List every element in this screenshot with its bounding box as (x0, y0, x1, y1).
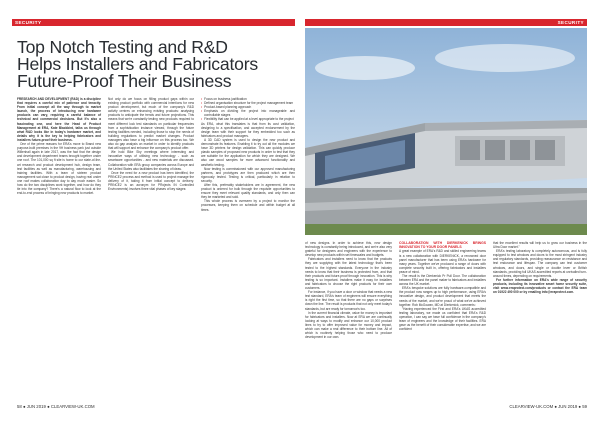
body-paragraph: ERA's testing laboratory is completely autonomous, and is fully equipped to test windows and doors to the most stringent industry and regulatory standards, providing reassurance on resistance and test endurance and lifespan. The company can test customer windows, and doors, and single or double lever or British standards, providing full UKAS accredited reports at unrivalled turn-around times, depending on requirements. (493, 249, 587, 278)
body-paragraph: Now testing is commissioned with our approved manufacturing partners, and prototypes are then produced which are then rigorously tested. Testing is critical, particularly in relation to security. (201, 166, 295, 183)
title-line: Top Notch Testing and R&D (17, 37, 228, 57)
bullet-item: • Emphasis on dividing the project into manageable and controllable stages (201, 109, 295, 118)
warehouse-photo (305, 28, 587, 235)
column-3 (201, 97, 295, 212)
title-line: Future-Proof Their Business (17, 71, 232, 91)
body-paragraph: "Having experienced the First and ERA's UKAS accredited testing laboratory, we made us confident that ERA's R&D operation, I can say we have full confidence in the company's team of engineers and the knowledge of their facilities. ERA gave us the benefit of their considerable expertise, and we are confident (399, 306, 486, 332)
body-paragraph: Not only do we focus on filling product gaps within our existing product portfolio with commercial intentions for new product development, but much of the company's R&D activity centres on enhancing existing products: analysing products to anticipate the trends and future projections. This means that we're constantly testing new products required to meet different lock test standards on particular frequencies from a sophistication instance viewed, through the future testing facilities needed, including those to stop the needs of building regulations to predict market changes. Product managers also have a big influence on this process too. We also do gap analysis on market in order to identify products that will support and enhance the company's product offer. (108, 97, 194, 151)
body-paragraph: ERA's bespoke solutions are fully hardware-compatible and the product now ranges up to high performance, using ERA's innovative design, and product development that meets the needs of the market, and we're proud of what we've achieved together. Rob McGowan, MD at Dierkenick, comments: (399, 286, 486, 307)
footer-right: CLEARVIEW-UK.COM ● JUN 2019 ● 59 (509, 404, 587, 409)
section-band-right (305, 19, 587, 26)
article-title (17, 39, 297, 90)
body-paragraph: We hold Bike Shy meetings where interesting and innovative ways of utilising new technology - such as smartware opportunities - and new materials are discussed. Collaboration with ERA group companies across Europe and the United States also facilitates the sharing of ideas. (108, 150, 194, 171)
body-paragraph: The result is the Dierkenick Pr Pull Door. The collaboration between ERA and the panel maker to fabricators and installers across the UK market. (399, 273, 486, 287)
body-paragraph: A 3D CAD system is used to design the new product and demonstrate its features. Enabling it to try out all the modules we have 3D printers for design validation. This can quickly produce plastic samples of proposed new products in order to test that they are suitable for the application for which they are designed. We also use wood samples for more advanced functionality and aesthetic testing. (201, 137, 295, 167)
footer-left: 58 ● JUN 2019 ● CLEARVIEW-UK.COM (17, 404, 95, 409)
body-paragraph: Once the need for a new product has been identified, the PRINCE2 process and method is used to project manage the delivery of it, taking it from initial concept to delivery. PRINCE2 is an acronym for PRojects IN Controlled Environments) involves three vital phases of key stages: (108, 170, 194, 192)
column-5 (399, 241, 486, 331)
title-line: Helps Installers and Fabricators (17, 54, 258, 74)
body-paragraph: In the current financial climate, value for money is important for fabricators and installers. Now at ERA we are continually looking at ways to modify and enhance our 10,000 product lines to try to offer improved value for money and impact, which can make a real difference to their bottom line. All of which is routinely helping those who need to produce development in our own. (305, 310, 392, 340)
column-1 (17, 97, 101, 195)
bullet-item: • Flexibility that can be applied at a level appropriate to the project (201, 117, 294, 122)
lead-paragraph: FRESEARCH AND DEVELOPMENT (R&D) is a discipline that requires a careful mix of patience and tenacity. From initial concept all the way through to market launch, the process of introducing new hardware products can vary, requiring a careful balance of technical and commercial decisions. But it's also a fascinating one, and here the Head of Product Management at ERA, Kate Blackbird, talks us through what R&D looks like in today's hardware market, and details why it is the key to helping fabricators and installers future-proof their business. (17, 97, 101, 142)
column-2 (108, 97, 194, 191)
body-paragraph: that the excellent results will help us to grow our business in the Ultra Door market." (493, 241, 587, 250)
body-paragraph: As ERA, what this translates is that from its cost validation, designing to a specification, and accepted endorsement by the design team with their support for they embedded too such as fabricators and product managers. (201, 121, 295, 138)
section-band-left (12, 19, 295, 26)
section-label-right: SECURITY (557, 20, 584, 25)
contact-note: For further information on ERA's wide range of security products, including its innovative smart home security suite, visit www.eraprotect.com/products or contact the ERA team on 01922 490 000 or by emailing info@eraprotect.com. (493, 277, 587, 295)
body-paragraph: of new designs. In order to achieve this, new design technology is constantly being introduced, and we're also very grateful for designers and engineers with the experience to develop new products within set timescales and budgets. (305, 241, 392, 258)
column-6 (493, 241, 587, 294)
bullet-item: • Defined organisation structure for the project management team (201, 101, 294, 106)
bullet-item: • Product-based planning approach (201, 105, 252, 110)
body-paragraph: For instance, if you have a door or window that needs a new test standard, ERA's team of engineers will ensure everything is right the first time, so that there are no gaps or surprises down the line. The result is products that not only meet today's standards, but are ready for tomorrow's too. (305, 290, 392, 311)
column-4 (305, 241, 392, 339)
bullet-item: • Focus on business justification (201, 97, 247, 101)
body-paragraph: Fabricators and installers need to know that the products they are supplying with the latest technology that's been tested to the highest standards. Everyone in the industry needs to know that their business is protected from, and that their products and future-proof through innovation. This is why testing is so important. Installers make it easy for installers and fabricators to choose the right products for their own customers. (305, 257, 392, 291)
body-paragraph: This whole process is overseen by a project to monitor the processes, keeping them on schedule and within budget at all times. (201, 199, 295, 212)
body-paragraph: One of the prime reasons for ERA's move to Brand new purpose-built premises in the 9H business park just outside Willenhall again in late 2017, was the fact that the design and development department teams brought together under one roof. The 101,000 sq ft site is home to our state-of-the-art research and product development hub, design team, test facilities as well as manufacturing, warehousing and training facilities. With a team of sixteen product management sat close to product design, having real under one roof makes collaboration day to day much easier. So how do the two disciplines work together, and how do they tie into the company? There's a natural flow to look at the end-to-end process of bringing new products to market. (17, 142, 101, 196)
body-paragraph: After this, preferably stakeholders are in agreement, the new product is ordered for bulk through the requisite opportunities to ensure they meet relevant quality standards, and only then can they be marketed and sold. (201, 182, 295, 200)
section-label-left: SECURITY (15, 20, 42, 25)
body-paragraph: A great example of ERA's R&D and skilled engineering teams is a new collaboration with DIERKENICK, a renowned door panel manufacturer that has been using ERA's hardware for many years. Together we've produced a range of doors with complete security built in, offering fabricators and installers peace of mind. (399, 249, 486, 274)
box-subheading: COLLABORATION WITH DIERKENICK BRINGS INNOVATION TO YOUR DOOR PANELS (399, 241, 486, 250)
